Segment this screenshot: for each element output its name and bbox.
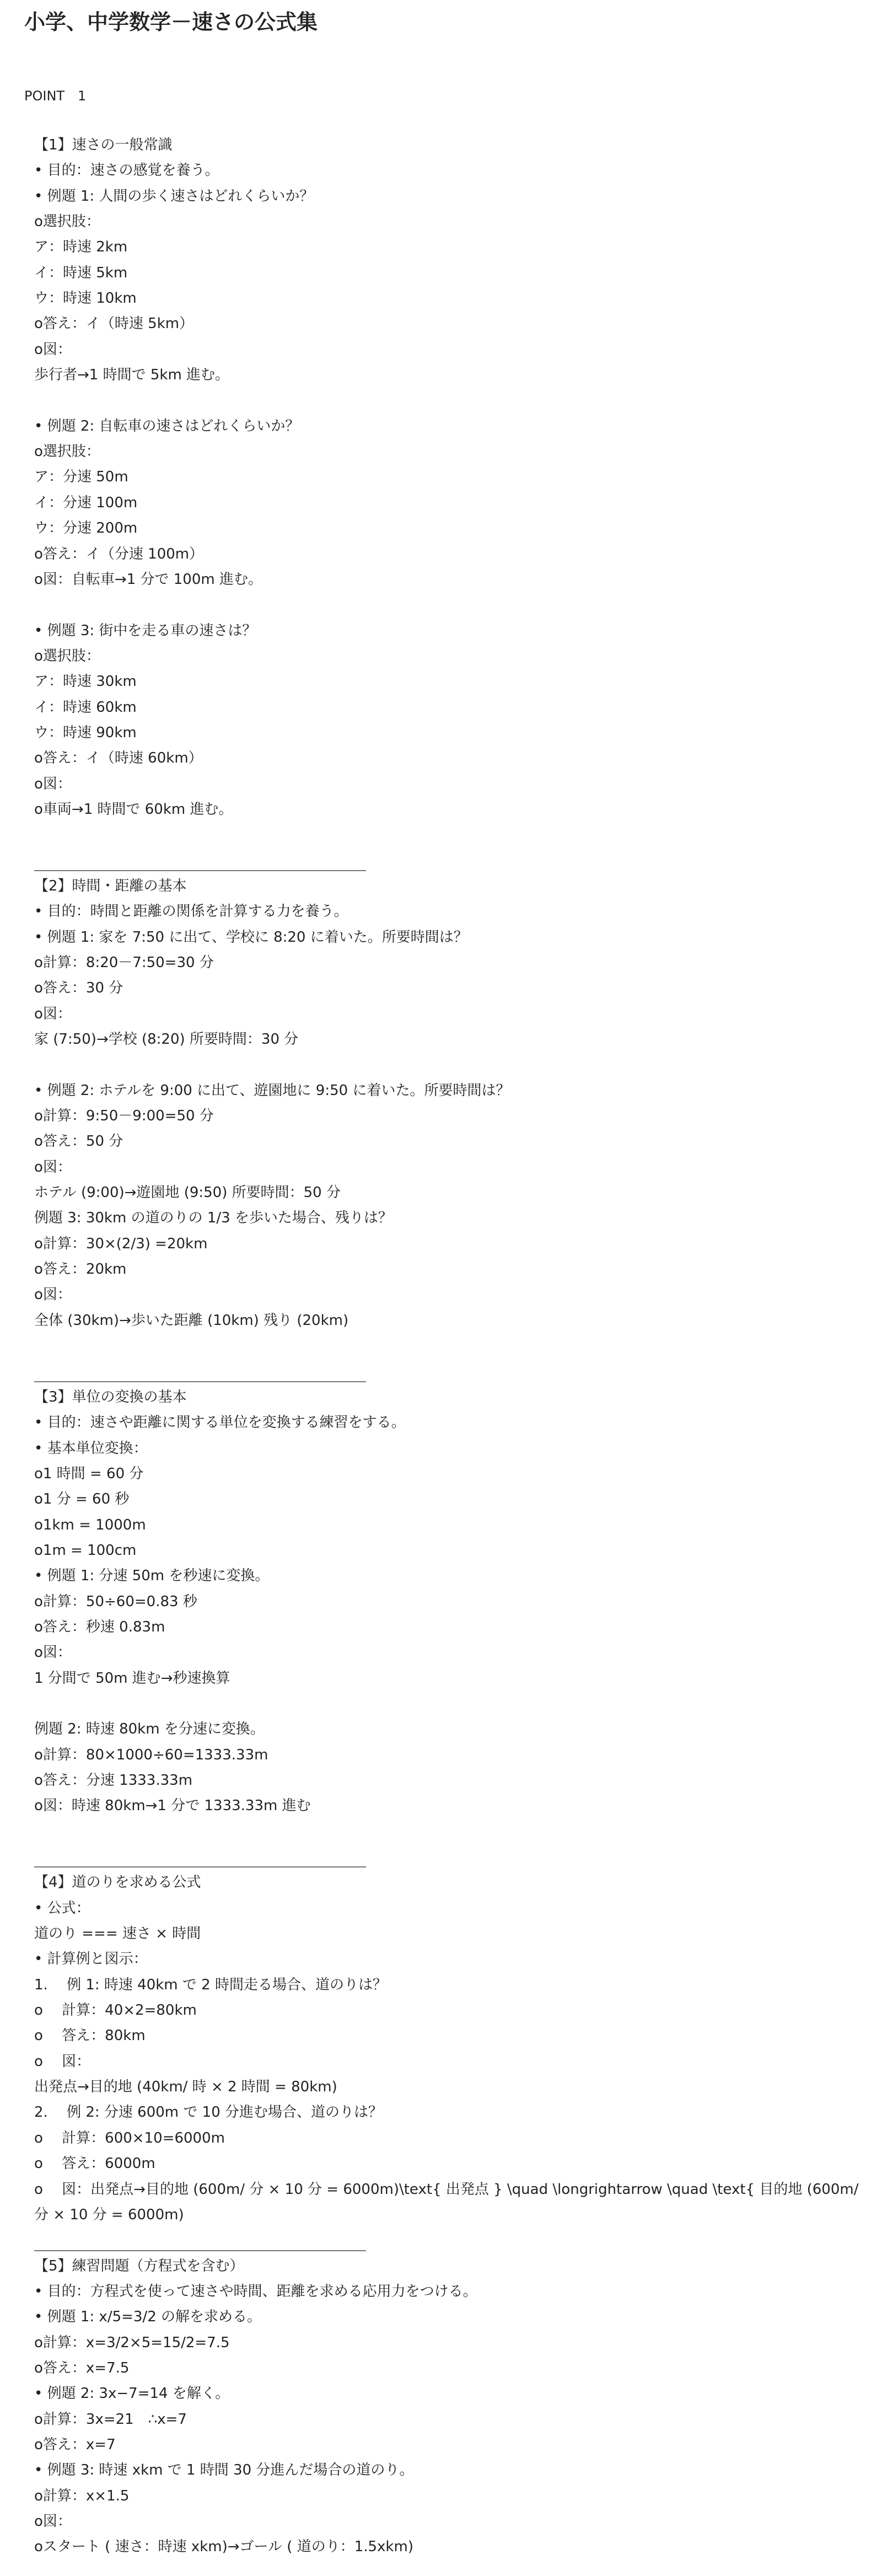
text-line: o計算：8:20－7:50=30 分 [34,954,214,971]
text-line: o選択肢： [34,213,100,230]
text-line: 全体 (30km)→歩いた距離 (10km) 残り (20km) [34,1312,349,1329]
blank-line [34,388,861,413]
section-heading: 【1】速さの一般常識 [34,137,173,153]
page-title: 小学、中学数学－速さの公式集 [24,10,318,34]
text-line: 道のり === 速さ × 時間 [34,1925,201,1942]
text-line: o図： [34,1644,72,1661]
text-line: o計算：x=3/2×5=15/2=7.5 [34,2334,230,2351]
text-line: • 例題 2: 3x−7=14 を解く。 [34,2385,230,2402]
text-line: • 例題 2: 自転車の速さはどれくらいか？ [34,417,300,434]
text-line: o 図：出発点→目的地 (600m/ 分 × 10 分 = 6000m)\text{ 出発点 } \quad \longrightarrow \quad \text{ 目的地 (600m/ 分 × 10 分 = 6000m) [34,2181,859,2223]
blank-line [34,1691,861,1716]
text-line: • 例題 1: 家を 7:50 に出て、学校に 8:20 に着いた。所要時間は？ [34,929,468,946]
section-divider [34,1359,861,1384]
blank-line [34,592,861,618]
section-divider [34,848,861,873]
section-heading: 【2】時間・距離の基本 [34,877,187,894]
blank-line [34,1052,861,1077]
text-line: • 目的：時間と距離の関係を計算する力を養う。 [34,903,348,920]
text-line: • 例題 2: ホテルを 9:00 に出て、遊園地に 9:50 に着いた。所要時間は？ [34,1082,510,1099]
text-line: oスタート ( 速さ：時速 xkm)→ゴール ( 道のり：1.5xkm) [34,2539,413,2556]
text-line: o図： [34,341,72,358]
text-line: ウ：時速 90km [34,724,137,741]
text-line: o図：時速 80km→1 分で 1333.33m 進む [34,1797,311,1815]
text-line: o計算：30×(2/3) =20km [34,1235,208,1252]
text-line: o図： [34,1286,72,1303]
text-line: • 例題 3: 時速 xkm で 1 時間 30 分進んだ場合の道のり。 [34,2462,414,2479]
text-line: 1 分間で 50m 進む→秒速換算 [34,1670,230,1687]
text-line: o1 時間 = 60 分 [34,1465,144,1482]
text-line: • 目的：速さの感覚を養う。 [34,162,219,179]
text-line: 1. 例 1: 時速 40km で 2 時間走る場合、道のりは？ [34,1976,387,1993]
text-line: o答え：x=7.5 [34,2359,130,2376]
text-line: o答え：イ（分速 100m） [34,545,204,562]
text-line: o 答え：80km [34,2027,146,2044]
section-heading: 【4】道のりを求める公式 [34,1874,201,1891]
text-line: o図： [34,775,72,792]
text-line: ア：分速 50m [34,469,128,486]
text-line: o選択肢： [34,647,100,664]
text-line: o答え：分速 1333.33m [34,1772,193,1789]
text-line: o1m = 100cm [34,1542,137,1559]
text-line: o答え：秒速 0.83m [34,1618,165,1635]
text-line: o計算：x×1.5 [34,2487,130,2504]
text-line: ア：時速 30km [34,673,137,690]
text-line: • 例題 1: x/5=3/2 の解を求める。 [34,2309,262,2326]
text-line: • 例題 3: 街中を走る車の速さは？ [34,622,257,639]
text-line: 2. 例 2: 分速 600m で 10 分進む場合、道のりは？ [34,2104,383,2121]
text-line: o計算：3x=21 ∴x=7 [34,2411,187,2428]
text-line: 出発点→目的地 (40km/ 時 × 2 時間 = 80km) [34,2079,337,2096]
text-line: o 答え：6000m [34,2155,155,2172]
text-line: o車両→1 時間で 60km 進む。 [34,801,233,818]
text-line: o図： [34,2513,72,2530]
section-1 [34,132,861,822]
text-line: o答え：30 分 [34,980,123,997]
section-4 [34,1870,861,2228]
text-line: o答え：20km [34,1261,127,1278]
text-line: o答え：イ（時速 60km） [34,750,203,767]
text-line: o図：自転車→1 分で 100m 進む。 [34,571,262,588]
text-line: イ：時速 60km [34,699,137,716]
text-line: • 基本単位変換： [34,1440,148,1457]
text-line: o計算：9:50－9:00=50 分 [34,1108,214,1125]
text-line: o1 分 = 60 秒 [34,1491,130,1508]
text-line: ホテル (9:00)→遊園地 (9:50) 所要時間：50 分 [34,1184,341,1201]
text-line: • 計算例と図示： [34,1951,148,1968]
text-line: 家 (7:50)→学校 (8:20) 所要時間：30 分 [34,1031,299,1048]
document-body [34,132,861,2560]
text-line: o選択肢： [34,443,100,460]
section-5 [34,2253,861,2560]
text-line: イ：分速 100m [34,494,138,511]
section-2 [34,873,861,1333]
text-line: o答え：イ（時速 5km） [34,315,194,332]
text-line: o計算：80×1000÷60=1333.33m [34,1746,268,1763]
text-line: 例題 3: 30km の道のりの 1/3 を歩いた場合、残りは？ [34,1210,392,1227]
section-divider [34,2228,861,2253]
text-line: ウ：時速 10km [34,290,137,307]
text-line: • 例題 1: 人間の歩く速さはどれくらいか？ [34,187,314,205]
text-line: • 例題 1: 分速 50m を秒速に変換。 [34,1568,270,1585]
text-line: ア：時速 2km [34,239,128,256]
text-line: 例題 2: 時速 80km を分速に変換。 [34,1721,265,1738]
text-line: 歩行者→1 時間で 5km 進む。 [34,367,230,384]
text-line: o 計算：40×2=80km [34,2002,197,2019]
text-line: • 目的：方程式を使って速さや時間、距離を求める応用力をつける。 [34,2283,477,2300]
section-3 [34,1384,861,1819]
text-line: • 目的：速さや距離に関する単位を変換する練習をする。 [34,1414,406,1431]
section-heading: 【3】単位の変換の基本 [34,1388,187,1405]
point-label: POINT 1 [24,88,87,104]
text-line: o 計算：600×10=6000m [34,2129,225,2146]
section-divider [34,1844,861,1870]
section-heading: 【5】練習問題（方程式を含む） [34,2257,244,2274]
text-line: o 図： [34,2053,91,2070]
text-line: o答え：50 分 [34,1133,123,1150]
text-line: o計算：50÷60=0.83 秒 [34,1593,197,1610]
text-line: o図： [34,1005,72,1022]
text-line: ウ：分速 200m [34,520,138,537]
text-line: o図： [34,1158,72,1176]
text-line: o答え：x=7 [34,2436,116,2453]
text-line: o1km = 1000m [34,1516,146,1533]
text-line: イ：時速 5km [34,264,128,281]
text-line: • 公式： [34,1899,90,1917]
